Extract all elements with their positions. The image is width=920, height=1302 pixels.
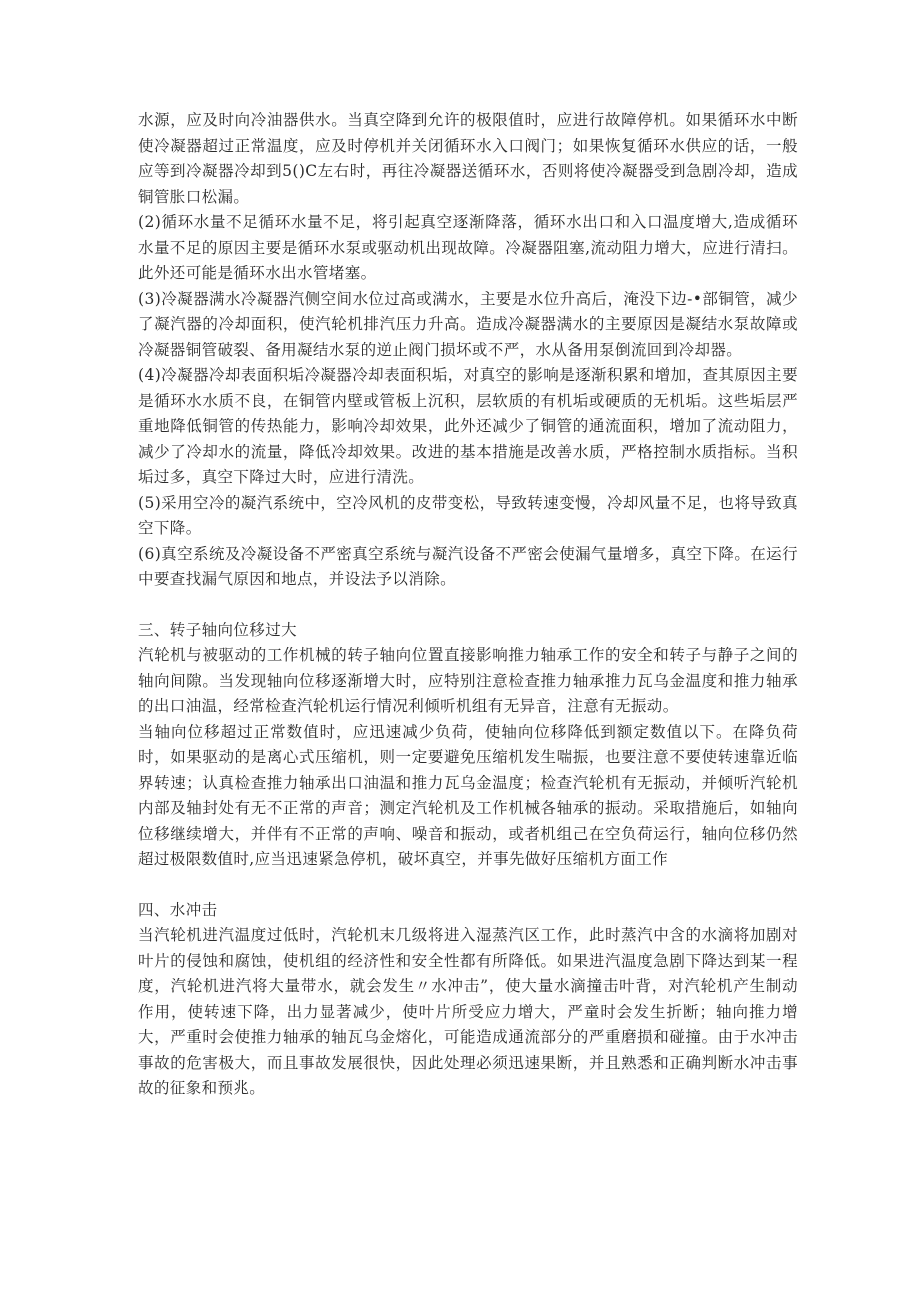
section3-paragraph-1: 汽轮机与被驱动的工作机械的转子轴向位置直接影响推力轴承工作的安全和转子与静子之间的轴向间隙。当发现轴向位移逐渐增大时，应特别注意检查推力轴承推力瓦乌金温度和推力轴承的出口油温，经常检查汽轮机运行情况利倾听机组有无异音，注意有无振动。 (138, 646, 798, 715)
vacuum-item-6: (6)真空系统及冷凝设备不严密真空系统与凝汽设备不严密会使漏气量增多，真空下降。在运行中要查找漏气原因和地点，并设法予以消除。 (138, 544, 798, 588)
vacuum-item-4: (4)冷凝器冷却表面积垢冷凝器冷却表面积垢，对真空的影响是逐渐积累和增加，查其原因主要是循环水水质不良，在铜管内壁或管板上沉积，层软质的有机垢或硬质的无机垢。这些垢层严重地降低铜管的传热能力，影响冷却效果，此外还减少了铜管的通流面积，增加了流动阻力，减少了冷却水的流量，降低冷却效果。改进的基本措施是改善水质，严格控制水质指标。当积垢过多，真空下降过大时，应进行清洗。 (138, 366, 798, 486)
section3-paragraph-2: 当轴向位移超过正常数值时，应迅速减少负荷，使轴向位移降低到额定数值以下。在降负荷时，如果驱动的是离心式压缩机，则一定要避免压缩机发生喘振，也要注意不要使转速靠近临界转速；认真检查推力轴承出口油温和推力瓦乌金温度；检查汽轮机有无振动，并倾听汽轮机内部及轴封处有无不正常的声音；测定汽轮机及工作机械各轴承的振动。采取措施后，如轴向位移继续增大，并伴有不正常的声响、噪音和振动，或者机组己在空负荷运行，轴向位移仍然超过极限数值时,应当迅速紧急停机，破坏真空，并事先做好压缩机方面工作 (138, 722, 798, 868)
section4-paragraph-1: 当汽轮机进汽温度过低时，汽轮机末几级将进入湿蒸汽区工作，此时蒸汽中含的水滴将加剧对叶片的侵蚀和腐蚀，使机组的经济性和安全性都有所降低。如果进汽温度急剧下降达到某一程度，汽轮机进汽将大量带水，就会发生〃水冲击”，使大量水滴撞击叶背，对汽轮机产生制动作用，使转速下降，出力显著减少，使叶片所受应力增大，严童时会发生折断；轴向推力增大，严重时会使推力轴承的轴瓦乌金熔化，可能造成通流部分的严重磨损和碰撞。由于水冲击事故的危害极大，而且事故发展很快，因此处理必须迅速果断，并且熟悉和正确判断水冲击事故的征象和预兆。 (138, 926, 798, 1097)
section-spacer (138, 593, 798, 618)
vacuum-item-2: (2)循环水量不足循环水量不足，将引起真空逐渐降落，循环水出口和入口温度增大,造成循环水量不足的原因主要是循环水泵或驱动机出现故障。冷凝器阻塞,流动阻力增大，应进行清扫。此外还可能是循环水出水管堵塞。 (138, 213, 798, 282)
section-spacer (138, 873, 798, 898)
vacuum-item-5: (5)采用空冷的凝汽系统中，空冷风机的皮带变松，导致转速变慢，冷却风量不足，也将导致真空下降。 (138, 493, 798, 537)
section4-heading: 四、水冲击 (138, 900, 218, 919)
section3-heading: 三、转子轴向位移过大 (138, 620, 298, 639)
intro-paragraph: 水源，应及时向冷油器供水。当真空降到允许的极限值时，应进行故障停机。如果循环水中断使冷凝器超过正常温度，应及时停机并关闭循环水入口阀门；如果恢复循环水供应的话，一般应等到冷凝器冷却到5()C左右时，再往冷凝器送循环水，否则将使冷凝器受到急剧冷却，造成铜管胀口松漏。 (138, 111, 798, 206)
document-page (138, 108, 798, 1102)
vacuum-item-3: (3)冷凝器满水冷凝器汽侧空间水位过高或满水，主要是水位升高后，淹没下边-•部铜管，减少了凝汽器的冷却面积，使汽轮机排汽压力升高。造成冷凝器满水的主要原因是凝结水泵故障或冷凝器铜管破裂、备用凝结水泵的逆止阀门损坏或不严，水从备用泵倒流回到冷却器。 (138, 289, 798, 359)
